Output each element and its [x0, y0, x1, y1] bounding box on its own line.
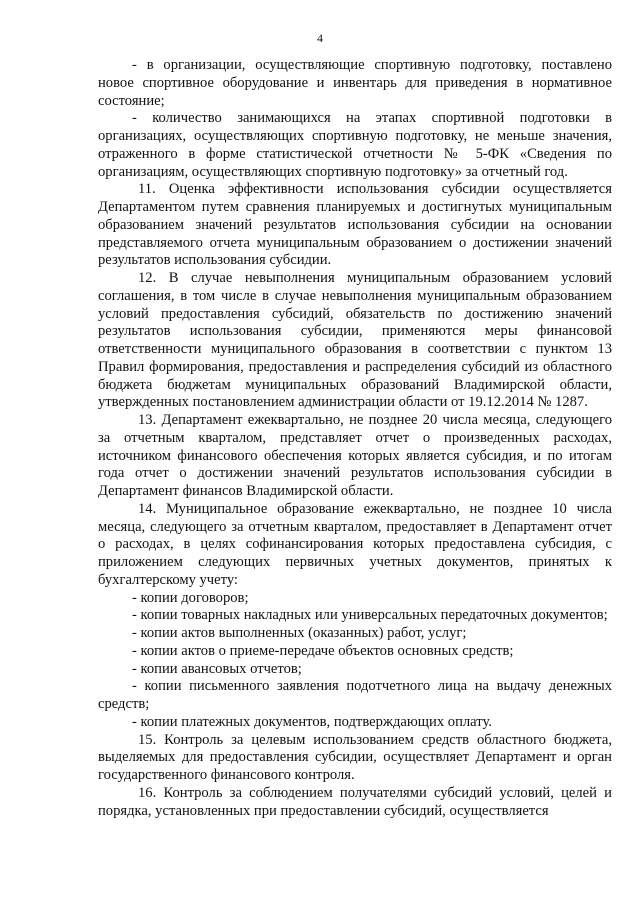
document-body: [98, 57, 612, 820]
list-item-accountable-person: - копии письменного заявления подотчетного лица на выдачу денежных средств;: [98, 678, 612, 712]
list-item-payment-docs: - копии платежных документов, подтверждающих оплату.: [132, 713, 492, 730]
page-number: 4: [317, 31, 323, 45]
list-item-contracts: - копии договоров;: [132, 589, 249, 606]
paragraph-sub-bullet-equipment: - в организации, осуществляющие спортивную подготовку, поставлено новое спортивное оборудование и инвентарь для приведения в нормативное состояние;: [98, 57, 612, 109]
list-item-asset-acts: - копии актов о приеме-передаче объектов основных средств;: [132, 642, 514, 659]
list-item-advance-reports: - копии авансовых отчетов;: [132, 660, 302, 677]
paragraph-12: 12. В случае невыполнения муниципальным образованием условий соглашения, в том числе в случае невыполнения муниципальным образованием условий предоставления субсидий, обязательств по достижению значений результатов использования субсидии, применяются меры финансовой ответственности муниципального образования в соответствии с пунктом 13 Правил формирования, предоставления и распределения субсидий из областного бюджета бюджетам муниципальных образований Владимирской области, утвержденных постановлением администрации области от 19.12.2014 № 1287.: [98, 270, 612, 411]
list-item-work-acts: - копии актов выполненных (оказанных) работ, услуг;: [132, 625, 467, 641]
paragraph-16: 16. Контроль за соблюдением получателями субсидий условий, целей и порядка, установленных при предоставлении субсидий, осуществляется: [98, 784, 612, 819]
paragraph-15: 15. Контроль за целевым использованием средств областного бюджета, выделяемых для предоставления субсидии, осуществляет Департамент и орган государственного финансового контроля.: [98, 731, 612, 783]
paragraph-11: 11. Оценка эффективности использования субсидии осуществляется Департаментом путем сравнения планируемых и достигнутых муниципальным образованием значений результатов использования субсидии на основании представляемого отчета муниципальным образованием о достижении значений результатов использования субсидии.: [98, 181, 612, 269]
paragraph-13: 13. Департамент ежеквартально, не позднее 20 числа месяца, следующего за отчетным кварталом, представляет отчет о произведенных расходах, источником финансового обеспечения которых является субсидия, и по итогам года отчет о достижении значений результатов использования субсидии в Департамент финансов Владимирской области.: [98, 412, 612, 499]
paragraph-sub-bullet-participants: - количество занимающихся на этапах спортивной подготовки в организациях, осуществляющих спортивную подготовку, не меньше значения, отраженного в форме статистической отчетности № 5-ФК «Сведения по организациям, осуществляющих спортивную подготовку» за отчетный год.: [98, 110, 612, 180]
paragraph-14: 14. Муниципальное образование ежеквартально, не позднее 10 числа месяца, следующего за отчетным кварталом, предоставляет в Департамент отчет о расходах, в целях софинансирования которых предоставлена субсидия, с приложением следующих первичных учетных документов, принятых к бухгалтерскому учету:: [98, 500, 612, 588]
list-item-invoices: - копии товарных накладных или универсальных передаточных документов;: [132, 607, 608, 624]
